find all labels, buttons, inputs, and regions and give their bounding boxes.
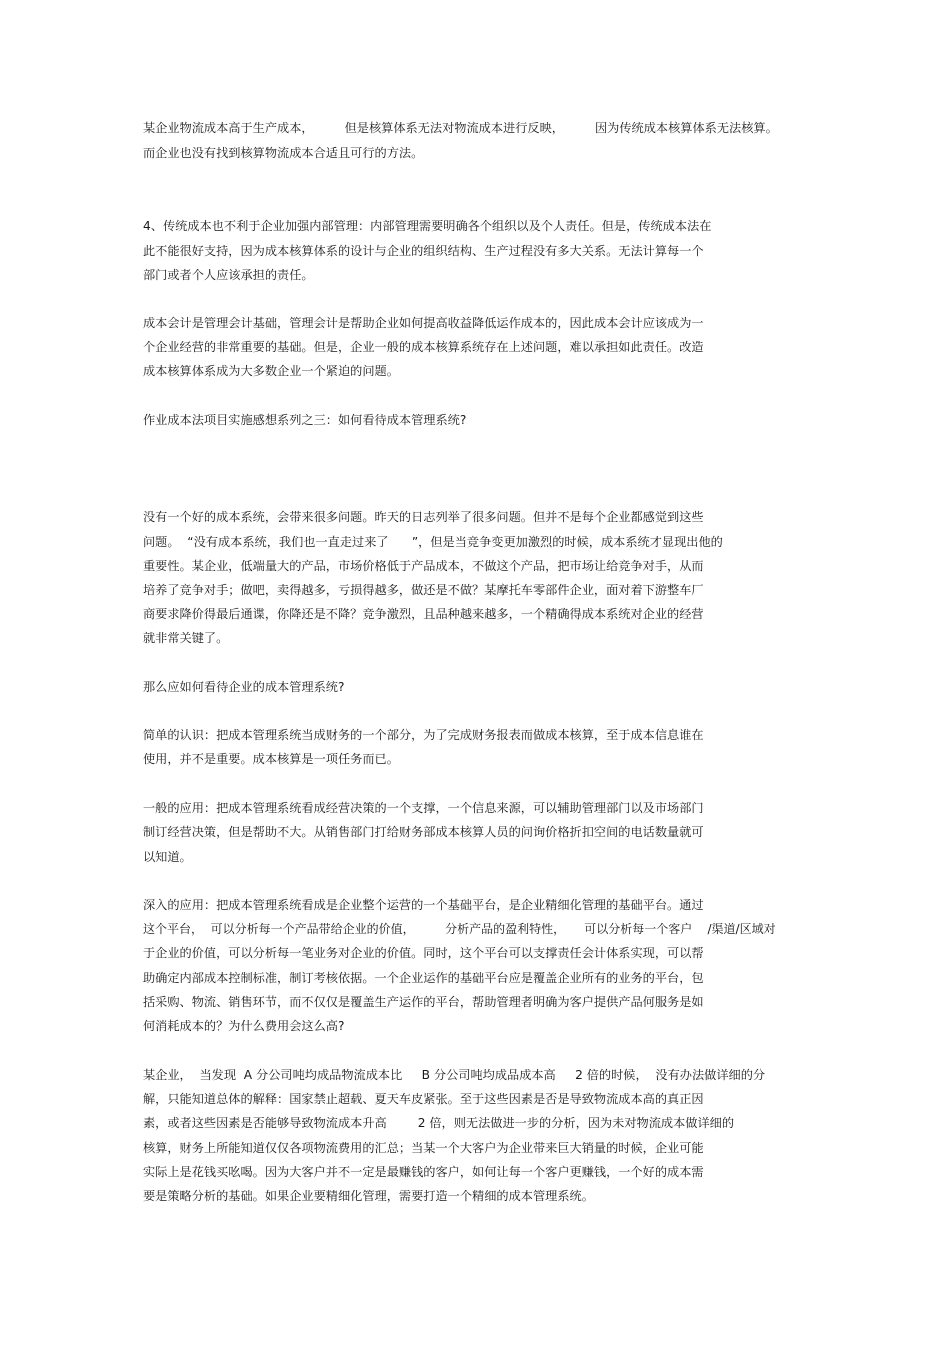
text-line: 培养了竞争对手；做吧，卖得越多，亏损得越多，做还是不做？某摩托车零部件企业，面对着下游整车厂 (143, 583, 704, 597)
text-line: 重要性。某企业，低端量大的产品，市场价格低于产品成本，不做这个产品，把市场让给竞争对手，从而 (143, 559, 704, 573)
text-line: 制订经营决策，但是帮助不大。从销售部门打给财务部成本核算人员的问询价格折扣空间的电话数量就可 (143, 825, 704, 839)
text-line: 没有一个好的成本系统，会带来很多问题。昨天的日志列举了很多问题。但并不是每个企业都感觉到这些 (143, 510, 704, 524)
text-line: 4、传统成本也不利于企业加强内部管理：内部管理需要明确各个组织以及个人责任。但是，传统成本法在 (143, 219, 712, 233)
text-line: 商要求降价得最后通谍，你降还是不降？竞争激烈，且品种越来越多，一个精确得成本系统对企业的经营 (143, 607, 704, 621)
text-line: 成本会计是管理会计基础，管理会计是帮助企业如何提高收益降低运作成本的，因此成本会计应该成为一 (143, 316, 704, 330)
text-line: 核算，财务上所能知道仅仅各项物流费用的汇总；当某一个大客户为企业带来巨大销量的时候，企业可能 (143, 1141, 704, 1155)
text-line: 实际上是花钱买吆喝。因为大客户并不一定是最赚钱的客户，如何让每一个客户更赚钱，一个好的成本需 (143, 1165, 704, 1179)
text-line: 素，或者这些因素是否能够导致物流成本升高 2 倍，则无法做进一步的分析，因为未对物流成本做详细的 (143, 1116, 735, 1130)
text-line: 这个平台， 可以分析每一个产品带给企业的价值， 分析产品的盈利特性， 可以分析每一个客户 /渠道/区域对 (143, 922, 776, 936)
text-line: 于企业的价值，可以分析每一笔业务对企业的价值。同时，这个平台可以支撑责任会计体系实现，可以帮 (143, 946, 704, 960)
text-line: 成本核算体系成为大多数企业一个紧迫的问题。 (143, 364, 399, 378)
text-line: 何消耗成本的？为什么费用会这么高? (143, 1019, 345, 1033)
text-line: 以知道。 (143, 850, 192, 864)
text-line: 就非常关键了。 (143, 631, 229, 645)
text-line: 个企业经营的非常重要的基础。但是，企业一般的成本核算系统存在上述问题，难以承担如此责任。改造 (143, 340, 704, 354)
text-line: 问题。 “没有成本系统，我们也一直走过来了 ”，但是当竞争变更加激烈的时候，成本系统才显现出他的 (143, 535, 723, 549)
text-line: 某企业， 当发现 A 分公司吨均成品物流成本比 B 分公司吨均成品成本高 2 倍的时候， 没有办法做详细的分 (143, 1068, 766, 1082)
text-line: 此不能很好支持，因为成本核算体系的设计与企业的组织结构、生产过程没有多大关系。无法计算每一个 (143, 244, 704, 258)
text-line: 括采购、物流、销售环节，而不仅仅是覆盖生产运作的平台，帮助管理者明确为客户提供产品何服务是如 (143, 995, 704, 1009)
text-line: 要是策略分析的基础。如果企业要精细化管理，需要打造一个精细的成本管理系统。 (143, 1189, 594, 1203)
text-line: 一般的应用：把成本管理系统看成经营决策的一个支撑，一个信息来源，可以辅助管理部门以及市场部门 (143, 801, 704, 815)
text-line: 简单的认识：把成本管理系统当成财务的一个部分，为了完成财务报表而做成本核算，至于成本信息谁在 (143, 728, 704, 742)
text-line: 解，只能知道总体的解释：国家禁止超载、夏天车皮紧张。至于这些因素是否是导致物流成本高的真正因 (143, 1092, 704, 1106)
text-line: 部门或者个人应该承担的责任。 (143, 268, 314, 282)
text-line: 而企业也没有找到核算物流成本合适且可行的方法。 (143, 146, 424, 160)
text-line: 那么应如何看待企业的成本管理系统? (143, 680, 345, 694)
text-line: 某企业物流成本高于生产成本， 但是核算体系无法对物流成本进行反映， 因为传统成本核算体系无法核算。 (143, 121, 778, 135)
text-line: 深入的应用：把成本管理系统看成是企业整个运营的一个基础平台，是企业精细化管理的基础平台。通过 (143, 898, 704, 912)
text-line: 使用，并不是重要。成本核算是一项任务而已。 (143, 752, 399, 766)
text-line: 助确定内部成本控制标准，制订考核依据。一个企业运作的基础平台应是覆盖企业所有的业务的平台，包 (143, 971, 704, 985)
section-heading: 作业成本法项目实施感想系列之三：如何看待成本管理系统? (143, 413, 467, 427)
